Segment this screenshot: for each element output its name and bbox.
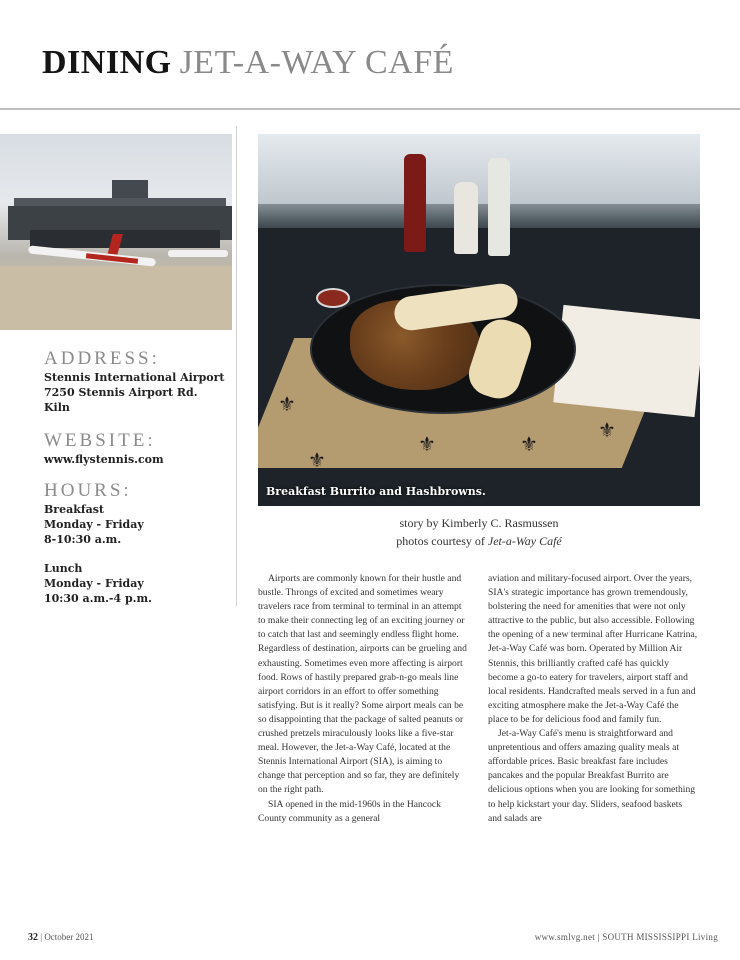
lunch-label: Lunch: [44, 562, 83, 575]
website-heading: WEBSITE:: [44, 430, 156, 451]
fleur-de-lis-icon: ⚜: [308, 448, 326, 472]
airport-photo: [0, 134, 232, 330]
breakfast-time: 8-10:30 a.m.: [44, 533, 122, 546]
photo-caption: Breakfast Burrito and Hashbrowns.: [266, 485, 486, 498]
address-block: [44, 348, 234, 415]
page-footer: [28, 932, 718, 946]
website-link[interactable]: www.flystennis.com: [44, 453, 164, 466]
address-line: Kiln: [44, 401, 70, 414]
article-paragraph: Airports are commonly known for their hustle and bustle. Throngs of excited and sometimes weary travelers race from terminal to terminal in an attempt to make their connecting leg of an exciting journey or to catch that last and seemingly endless flight home. Regardless of destination, airports can be grueling and exhausting. Sometimes even more affecting is airport food. Rows of hastily prepared grab-n-go meals line airport corridors in an effort to offer something satisfying. But is it really? Some airport meals can be so disappointing that the package of salted peanuts or crushed pretzels miraculously looks like a five-star meal. However, the Jet-a-Way Café, located at the Stennis International Airport (SIA), is aiming to change that perception and so far, they are definitely on the right path.: [258, 573, 467, 796]
byline: [258, 514, 700, 550]
food-photo: [258, 134, 700, 506]
second-plane-shape: [168, 250, 228, 257]
fleur-de-lis-icon: ⚜: [278, 392, 296, 416]
page-header: [42, 44, 454, 82]
article-column-1: [258, 572, 468, 924]
header-divider: [0, 108, 740, 110]
article-column-2: [488, 572, 698, 924]
article-paragraph: aviation and military-focused airport. Over the years, SIA's strategic importance has grown tremendously, bolstering the need for amenities that were not only attractive to the public, but also accessible. Following the opening of a new terminal after Hurricane Katrina, Jet-a-Way Café was born. Operated by Million Air Stennis, this brilliantly crafted café has quickly become a go-to eatery for travelers, airport staff and local residents. Handcrafted meals served in a fun and exciting atmosphere make the Jet-a-Way Café the place to be for delicious food and family fun.: [488, 573, 698, 725]
footer-url[interactable]: www.smlvg.net: [534, 932, 596, 942]
breakfast-label: Breakfast: [44, 503, 104, 516]
fleur-de-lis-icon: ⚜: [598, 418, 616, 442]
napkin-shape: [553, 305, 700, 417]
condiment-bottle-shape: [454, 182, 478, 254]
condiment-bottle-shape: [488, 158, 510, 256]
story-credit: story by Kimberly C. Rasmussen: [399, 516, 559, 530]
hours-heading: HOURS:: [44, 480, 132, 501]
airport-tower-shape: [112, 180, 148, 200]
footer-separator: |: [597, 932, 603, 942]
footer-separator: |: [40, 932, 45, 942]
column-divider: [236, 126, 237, 606]
hours-block: [44, 480, 234, 606]
lunch-days: Monday - Friday: [44, 577, 144, 590]
photo-credit-source: Jet-a-Way Café: [487, 534, 562, 548]
lunch-time: 10:30 a.m.-4 p.m.: [44, 592, 152, 605]
issue-date: October 2021: [44, 932, 94, 942]
tarmac-shape: [0, 266, 232, 330]
photo-credit: [258, 532, 700, 550]
ketchup-bottle-shape: [404, 154, 426, 252]
fleur-de-lis-icon: ⚜: [418, 432, 436, 456]
section-label: DINING: [42, 44, 172, 81]
terminal-glass-shape: [30, 230, 220, 248]
fleur-de-lis-icon: ⚜: [520, 432, 538, 456]
window-shape: [258, 134, 700, 204]
website-block: [44, 430, 234, 467]
article-paragraph: Jet-a-Way Café's menu is straightforward and unpretentious and offers amazing quality meals at affordable prices. Basic breakfast fare includes pancakes and the popular Breakfast Burrito are delicious options when you are looking for something to help kickstart your day. Sliders, seafood baskets and salads are: [488, 728, 696, 824]
magazine-name: SOUTH MISSISSIPPI Living: [602, 932, 718, 942]
address-line: Stennis International Airport: [44, 371, 225, 384]
footer-left: [28, 932, 94, 943]
article-title: JET-A-WAY CAFÉ: [179, 44, 454, 81]
page-number: 32: [28, 932, 38, 943]
breakfast-days: Monday - Friday: [44, 518, 144, 531]
salsa-cup-shape: [316, 288, 350, 308]
address-line: 7250 Stennis Airport Rd.: [44, 386, 198, 399]
footer-right: [535, 932, 718, 942]
article-paragraph: SIA opened in the mid-1960s in the Hancock County community as a general: [258, 798, 441, 824]
address-heading: ADDRESS:: [44, 348, 160, 369]
photo-credit-prefix: photos courtesy of: [396, 534, 485, 548]
